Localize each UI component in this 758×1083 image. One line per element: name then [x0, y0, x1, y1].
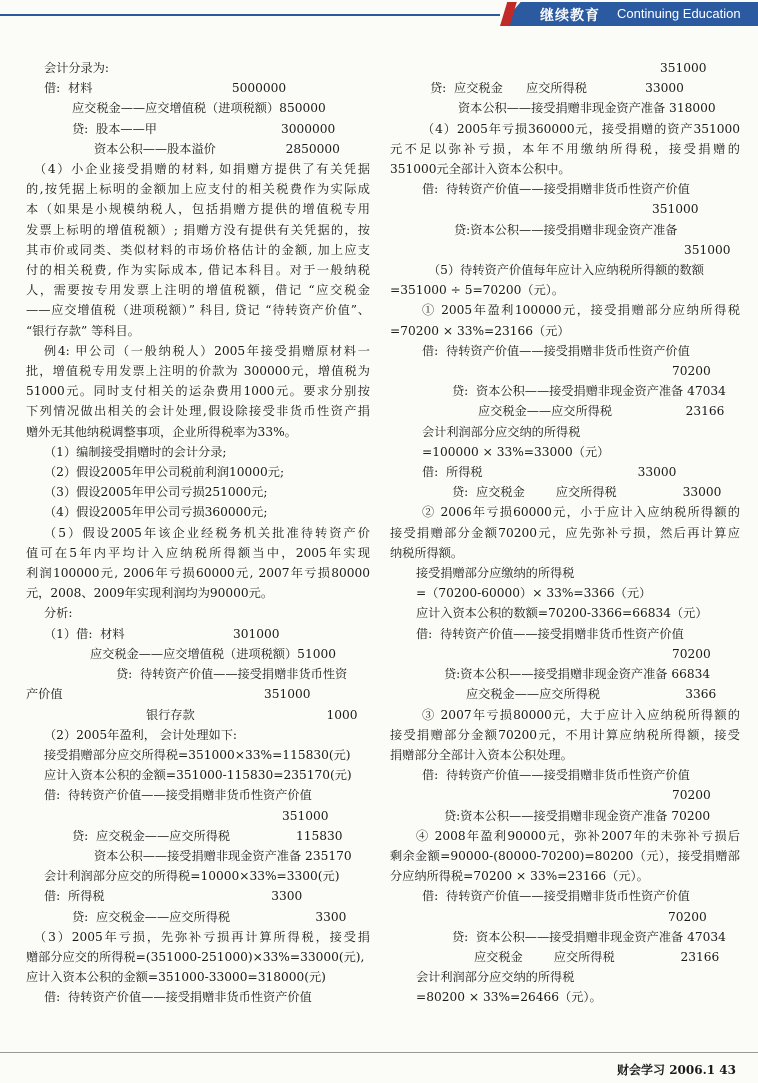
text-line: 付的相关税费, 作为实际成本, 借记本科目。对于一般纳税	[26, 263, 370, 278]
text-line: 下列情况做出相关的会计处理,假设除接受非货币性资产捐	[26, 404, 370, 419]
footer-rule	[0, 1052, 758, 1053]
text-line: 贷: 待转资产价值——接受捐赠非货币性资	[116, 667, 348, 682]
text-line: 会计分录为:	[44, 61, 110, 75]
text-line: 70200	[672, 646, 711, 661]
text-line: 贷: 资本公积——接受捐赠非现金资产准备 47034	[452, 384, 726, 399]
text-line: （2）假设2005年甲公司税前利润10000元;	[44, 465, 285, 480]
text-line: 纳税所得额。	[390, 545, 464, 560]
text-line: 351000元全部计入资本公积中。	[390, 162, 571, 177]
left-column	[26, 58, 370, 1008]
text-line: 资本公积——接受捐赠非现金资产准备 235170	[94, 848, 352, 863]
text-line: （4）小企业接受捐赠的材料, 如捐赠方提供了有关凭据	[34, 162, 370, 177]
text-line: （3）2005年亏损，先弥补亏损再计算所得税，接受捐	[34, 929, 370, 944]
text-line: ④ 2008年盈利90000元，弥补2007年的未弥补亏损后	[416, 828, 740, 843]
text-line: 应交税金 应交所得税 23166	[474, 949, 720, 964]
text-line: 借: 待转资产价值——接受捐赠非货币性资产价值	[422, 768, 690, 783]
text-line: 贷:资本公积——接受捐赠非现金资产准备 66834	[444, 667, 711, 682]
text-line: （1）借: 材料 301000	[44, 626, 280, 641]
text-line: 会计利润部分应交纳的所得税	[422, 424, 581, 439]
text-line: 贷: 应交税金——应交所得税 3300	[72, 909, 347, 924]
text-line: 例4: 甲公司（一般纳税人）2005年接受捐赠原材料一	[44, 343, 370, 358]
text-line: 借: 待转资产价值——接受捐赠非货币性资产价值	[422, 343, 690, 358]
text-line: 会计利润部分应交的所得税=10000×33%=3300(元)	[44, 869, 340, 884]
text-line: 接受捐赠部分金额70200元，不用计算应纳税所得额，接受	[390, 727, 740, 742]
text-line: 借: 待转资产价值——接受捐赠非货币性资产价值	[44, 990, 312, 1005]
text-line: 银行存款 1000	[146, 707, 358, 722]
text-line: 贷: 股本——甲 3000000	[72, 121, 336, 136]
text-line: （3）假设2005年甲公司亏损251000元;	[44, 485, 268, 500]
text-line: 会计利润部分应交纳的所得税	[416, 970, 575, 985]
text-line: 批，增值税专用发票上注明的价款为 300000元，增值税为	[26, 364, 370, 379]
text-line: 其市价或同类、类似材料的市场价格估计的金额, 加上应支	[26, 242, 370, 257]
text-line: 351000	[660, 61, 707, 75]
text-line: 元不足以弥补亏损，本年不用缴纳所得税，接受捐赠的	[390, 141, 740, 156]
text-line: =351000 ÷ 5=70200（元）。	[390, 283, 565, 298]
text-line: ① 2005年盈利100000元，接受捐赠部分应纳所得税	[422, 303, 740, 318]
text-line: 本（如果是小规模纳税人，包括捐赠方提供的增值税专用	[26, 202, 370, 217]
text-line: =80200 × 33%=26466（元）。	[416, 990, 602, 1005]
text-line: 70200	[672, 788, 711, 803]
text-line: ② 2006年亏损60000元，小于应计入应纳税所得额的	[422, 505, 740, 520]
text-line: =100000 × 33%=33000（元）	[422, 444, 610, 459]
text-line: 接受捐赠部分金额70200元，应先弥补亏损，然后再计算应	[390, 525, 740, 540]
text-line: （4）2005年亏损360000元，接受捐赠的资产351000	[422, 121, 740, 136]
text-line: =70200 × 33%=23166（元）	[390, 323, 570, 338]
text-line: 51000元。同时支付相关的运杂费用1000元。要求分别按	[26, 384, 370, 399]
text-line: 值可在5年内平均计入应纳税所得额当中，2005年实现	[26, 545, 370, 560]
text-line: ③ 2007年亏损80000元，大于应计入应纳税所得额的	[422, 707, 740, 722]
text-line: 产价值 351000	[26, 687, 311, 702]
text-line: 接受捐赠部分应缴纳的所得税	[416, 566, 575, 581]
text-line: 贷: 资本公积——接受捐赠非现金资产准备 47034	[452, 929, 726, 944]
text-line: 351000	[652, 202, 699, 217]
text-line: 分析:	[44, 606, 73, 621]
text-line: 贷: 应交税金——应交所得税 115830	[72, 828, 343, 843]
text-line: =（70200-60000）× 33%=3366（元）	[416, 586, 652, 601]
text-line: 应计入资本公积的金额=351000-115830=235170(元)	[44, 768, 352, 783]
text-line: 贷: 应交税金 应交所得税 33000	[452, 485, 722, 500]
text-line: 应交税金——应交增值税（进项税额）51000	[90, 646, 336, 661]
text-line: ——应交增值税（进项税额）” 科目, 贷记 “待转资产价值”、	[26, 303, 370, 318]
text-line: 贷:资本公积——接受捐赠非现金资产准备 70200	[444, 808, 711, 823]
page-footer	[0, 1052, 758, 1083]
text-line: （2）2005年盈利， 会计处理如下:	[44, 727, 238, 742]
journal-issue-page: 财会学习 2006.1 43	[617, 1063, 736, 1077]
header-rule	[0, 14, 500, 16]
text-line: （4）假设2005年甲公司亏损360000元;	[44, 505, 268, 520]
header-bar	[0, 0, 758, 28]
text-line: 赠部分应交的所得税=(351000-251000)×33%=33000(元),	[26, 949, 365, 964]
text-line: 应交税金——应交所得税 3366	[466, 687, 717, 702]
text-line: 借: 待转资产价值——接受捐赠非货币性资产价值	[422, 889, 690, 904]
text-line: 应交税金——应交增值税（进项税额）850000	[72, 101, 326, 116]
text-line: 借: 待转资产价值——接受捐赠非货币性资产价值	[422, 182, 690, 197]
text-line: 元，2008、2009年实现利润均为90000元。	[26, 586, 274, 601]
text-line: 应计入资本公积的数额=70200-3366=66834（元）	[416, 606, 708, 621]
text-line: （5）假设2005年该企业经税务机关批准待转资产价	[44, 525, 370, 540]
text-line: 351000	[282, 808, 329, 823]
text-line: 资本公积——股本溢价 2850000	[94, 141, 340, 156]
text-line: 赠外无其他纳税调整事项，企业所得税率为33%。	[26, 424, 297, 439]
text-line: 人，需要按专用发票上注明的增值税额，借记 “应交税金	[26, 283, 370, 298]
text-line: 贷: 应交税金 应交所得税 33000	[430, 81, 684, 96]
right-column	[390, 58, 740, 1008]
section-title-en: Continuing Education	[617, 6, 741, 21]
text-line: “银行存款” 等科目。	[26, 323, 140, 338]
text-line: 资本公积——接受捐赠非现金资产准备 318000	[458, 101, 716, 116]
text-line: （1）编制接受捐赠时的会计分录;	[44, 444, 227, 459]
text-line: （5）待转资产价值每年应计入应纳税所得额的数额	[428, 263, 704, 278]
text-line: 351000	[684, 242, 731, 257]
text-line: 借: 所得税 33000	[422, 465, 677, 480]
text-line: 70200	[672, 364, 711, 379]
text-line: 接受捐赠部分应交所得税=351000×33%=115830(元)	[44, 747, 351, 762]
text-line: 分应纳所得税=70200 × 33%=23166（元）。	[390, 869, 649, 884]
text-line: 应计入资本公积的金额=351000-33000=318000(元)	[26, 970, 326, 985]
text-line: 捐赠部分全部计入资本公积处理。	[390, 747, 573, 762]
text-line: 应交税金——应交所得税 23166	[478, 404, 725, 419]
text-line: 借: 待转资产价值——接受捐赠非货币性资产价值	[44, 788, 312, 803]
text-line: 借: 待转资产价值——接受捐赠非货币性资产价值	[416, 626, 684, 641]
text-line: 的,按凭据上标明的金额加上应支付的相关税费作为实际成	[26, 182, 370, 197]
text-line: 70200	[668, 909, 707, 924]
section-title-cn: 继续教育	[540, 8, 600, 24]
text-line: 借: 材料 5000000	[44, 81, 287, 96]
text-line: 发票上标明的增值税额）; 捐赠方没有提供有关凭据的，按	[26, 222, 370, 237]
text-line: 借: 所得税 3300	[44, 889, 303, 904]
text-line: 剩余金额=90000-(80000-70200)=80200（元），接受捐赠部	[390, 848, 740, 863]
text-line: 利润100000元, 2006年亏损60000元, 2007年亏损80000	[26, 566, 370, 581]
text-line: 贷:资本公积——接受捐赠非现金资产准备	[454, 222, 678, 237]
